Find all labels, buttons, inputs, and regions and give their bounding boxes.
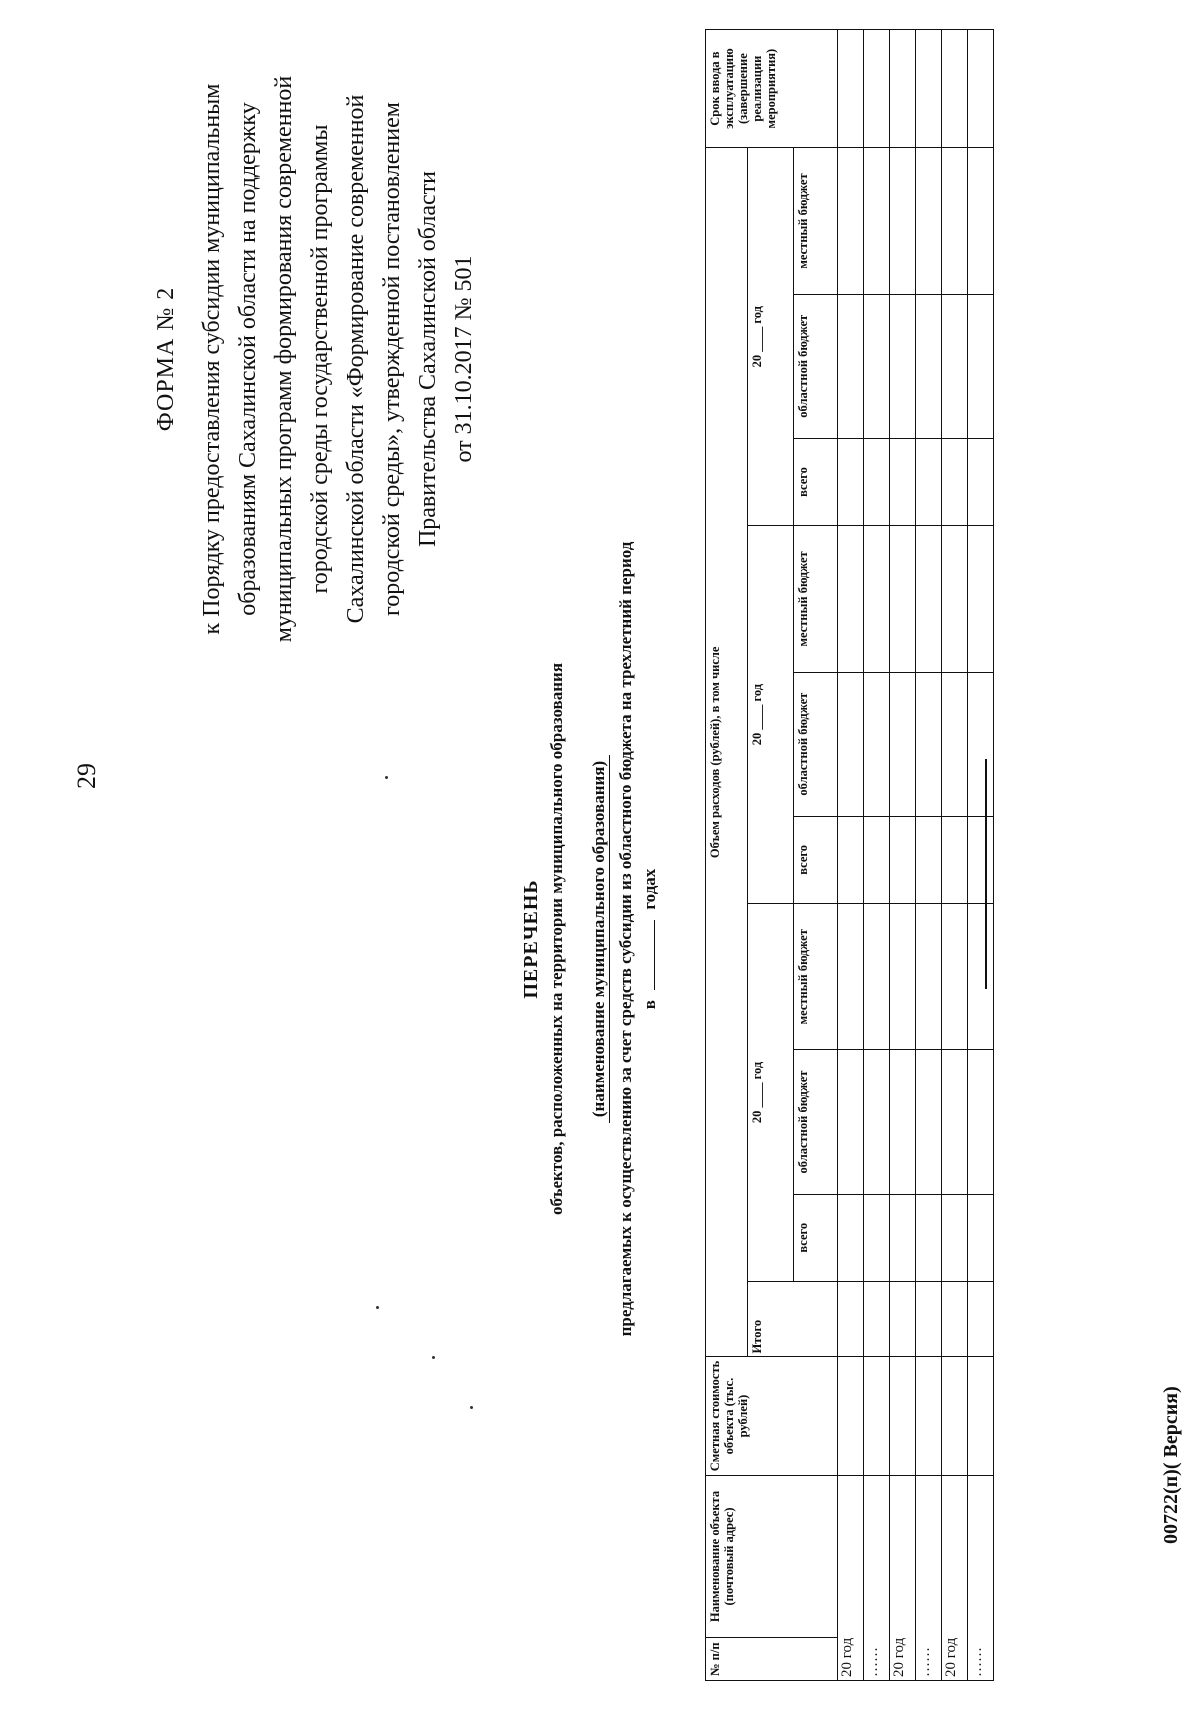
row-year-label: 20 год bbox=[838, 1475, 864, 1680]
table-cell bbox=[864, 1281, 890, 1357]
table-cell bbox=[942, 1194, 968, 1281]
table-cell bbox=[838, 1050, 864, 1194]
row-year-label: …… bbox=[916, 1475, 942, 1680]
years-blank bbox=[654, 920, 655, 990]
signature-line bbox=[985, 759, 987, 989]
sub-header-local: местный бюджет bbox=[794, 526, 838, 672]
form-line: городской среды государственной программы bbox=[307, 124, 333, 594]
table-cell bbox=[838, 816, 864, 903]
table-cell bbox=[890, 30, 916, 148]
document-code: 00722(п)( Версия) bbox=[1160, 1386, 1182, 1544]
year-header: 20 ____ год bbox=[748, 148, 794, 526]
table-cell bbox=[838, 30, 864, 148]
table-cell bbox=[864, 672, 890, 816]
table-cell bbox=[890, 672, 916, 816]
table-cell bbox=[942, 1281, 968, 1357]
table-cell bbox=[942, 294, 968, 438]
list-heading bbox=[520, 359, 660, 1519]
table-cell bbox=[864, 148, 890, 295]
table-cell bbox=[838, 438, 864, 525]
table-cell bbox=[838, 1281, 864, 1357]
table-cell bbox=[942, 30, 968, 148]
scan-speck bbox=[376, 1306, 379, 1309]
table-cell bbox=[890, 438, 916, 525]
table-cell bbox=[968, 816, 994, 903]
table-cell bbox=[838, 1194, 864, 1281]
table-cell bbox=[890, 904, 916, 1050]
table-cell bbox=[968, 1357, 994, 1475]
table-cell bbox=[942, 148, 968, 295]
sub-header-local: местный бюджет bbox=[794, 904, 838, 1050]
table-cell bbox=[864, 1050, 890, 1194]
table-cell bbox=[968, 1050, 994, 1194]
table-cell bbox=[890, 526, 916, 672]
table-cell bbox=[968, 672, 994, 816]
table-row bbox=[838, 30, 864, 1681]
form-line: Сахалинской области «Формирование современной bbox=[343, 94, 369, 624]
sub-header-all: всего bbox=[794, 1194, 838, 1281]
sub-header-all: всего bbox=[794, 816, 838, 903]
table-cell bbox=[864, 816, 890, 903]
list-subtitle: объектов, расположенных на территории муниципального образования bbox=[547, 662, 566, 1216]
table-cell bbox=[864, 904, 890, 1050]
table-cell bbox=[916, 30, 942, 148]
form-line: муниципальных программ формирования современной bbox=[271, 75, 297, 643]
form-line: образованиям Сахалинской области на поддержку bbox=[235, 102, 261, 616]
table-cell bbox=[864, 30, 890, 148]
years-line: в годах bbox=[640, 868, 659, 1010]
scan-speck bbox=[432, 1356, 435, 1359]
sub-header-regional: областной бюджет bbox=[794, 672, 838, 816]
table-cell bbox=[838, 294, 864, 438]
table-cell bbox=[942, 672, 968, 816]
table-cell bbox=[916, 672, 942, 816]
sub-header-all: всего bbox=[794, 438, 838, 525]
col-header-volume: Объем расходов (рублей), в том числе bbox=[706, 148, 748, 1357]
table-cell bbox=[890, 1050, 916, 1194]
table-cell bbox=[968, 438, 994, 525]
row-year-label: …… bbox=[864, 1475, 890, 1680]
table-cell bbox=[916, 1281, 942, 1357]
table-cell bbox=[968, 294, 994, 438]
table-cell bbox=[890, 294, 916, 438]
table-cell bbox=[916, 1194, 942, 1281]
table-cell bbox=[968, 1194, 994, 1281]
col-header-num: № п/п bbox=[706, 1638, 838, 1681]
table-cell bbox=[890, 1194, 916, 1281]
table-cell bbox=[916, 438, 942, 525]
form-line: от 31.10.2017 № 501 bbox=[451, 255, 477, 463]
table-row bbox=[942, 30, 968, 1681]
page-number: 29 bbox=[72, 763, 101, 789]
table-cell bbox=[864, 526, 890, 672]
table-cell bbox=[968, 148, 994, 295]
list-period-line: предлагаемых к осуществлению за счет средств субсидии из областного бюджета на трехлетний период bbox=[616, 541, 635, 1337]
table-cell bbox=[890, 1357, 916, 1475]
table-cell bbox=[838, 672, 864, 816]
list-title: ПЕРЕЧЕНЬ bbox=[520, 879, 542, 999]
form-line: Правительства Сахалинской области bbox=[415, 170, 441, 548]
table-cell bbox=[916, 816, 942, 903]
table-row bbox=[864, 30, 890, 1681]
scan-speck bbox=[470, 1406, 473, 1409]
table-cell bbox=[942, 1357, 968, 1475]
table-cell bbox=[942, 1050, 968, 1194]
table-cell bbox=[838, 148, 864, 295]
row-year-label: …… bbox=[968, 1475, 994, 1680]
table-cell bbox=[942, 438, 968, 525]
table-cell bbox=[838, 526, 864, 672]
table-cell bbox=[916, 294, 942, 438]
table-cell bbox=[942, 816, 968, 903]
table-row bbox=[968, 30, 994, 1681]
table-cell bbox=[916, 526, 942, 672]
col-header-deadline: Срок ввода в эксплуатацию (завершение реализации мероприятия) bbox=[706, 30, 838, 148]
form-header bbox=[148, 49, 482, 669]
row-year-label: 20 год bbox=[890, 1475, 916, 1680]
table-cell bbox=[890, 1281, 916, 1357]
row-year-label: 20 год bbox=[942, 1475, 968, 1680]
col-header-total: Итого bbox=[748, 1281, 838, 1357]
table-cell bbox=[864, 294, 890, 438]
objects-table bbox=[705, 29, 994, 1681]
table-cell bbox=[838, 904, 864, 1050]
col-header-name: Наименование объекта (почтовый адрес) bbox=[706, 1475, 838, 1638]
table-cell bbox=[890, 148, 916, 295]
table-body bbox=[838, 30, 994, 1681]
table-cell bbox=[968, 526, 994, 672]
header-row bbox=[706, 30, 748, 1681]
table-cell bbox=[916, 904, 942, 1050]
form-line: к Порядку предоставления субсидии муниципальным bbox=[199, 83, 225, 635]
table-cell bbox=[942, 904, 968, 1050]
table-cell bbox=[916, 1050, 942, 1194]
municipality-name-caption: (наименование муниципального образования) bbox=[589, 755, 610, 1123]
year-header: 20 ____ год bbox=[748, 526, 794, 904]
table-row bbox=[890, 30, 916, 1681]
table-cell bbox=[916, 148, 942, 295]
table-cell bbox=[838, 1357, 864, 1475]
table-cell bbox=[890, 816, 916, 903]
scan-speck bbox=[385, 776, 388, 779]
table-cell bbox=[942, 526, 968, 672]
sub-header-regional: областной бюджет bbox=[794, 1050, 838, 1194]
col-header-cost: Сметная стоимость объекта (тыс. рублей) bbox=[706, 1357, 838, 1475]
form-line: городской среды», утвержденной постановлением bbox=[379, 102, 405, 616]
sub-header-local: местный бюджет bbox=[794, 148, 838, 295]
table-cell bbox=[864, 438, 890, 525]
table-cell bbox=[968, 904, 994, 1050]
table-cell bbox=[968, 1281, 994, 1357]
year-header: 20 ____ год bbox=[748, 904, 794, 1282]
table-row bbox=[916, 30, 942, 1681]
table-cell bbox=[864, 1357, 890, 1475]
table-cell bbox=[916, 1357, 942, 1475]
table-cell bbox=[968, 30, 994, 148]
table-cell bbox=[864, 1194, 890, 1281]
form-title: ФОРМА № 2 bbox=[153, 286, 179, 432]
sub-header-regional: областной бюджет bbox=[794, 294, 838, 438]
